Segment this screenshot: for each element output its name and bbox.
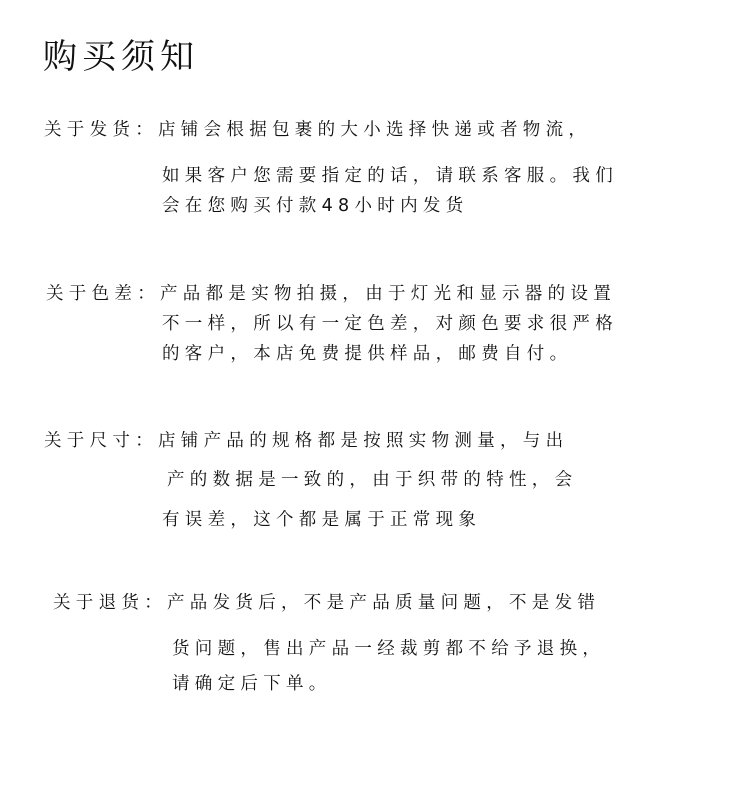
section-color-difference-text-line: 的客户，本店免费提供样品，邮费自付。 (162, 344, 573, 364)
section-shipping-text-line: 会在您购买付款48小时内发货 (162, 196, 469, 216)
section-returns-text-line: 请确定后下单。 (172, 674, 332, 694)
section-color-difference-first-line (46, 282, 616, 306)
section-shipping-text-line: 如果客户您需要指定的话，请联系客服。我们 (162, 166, 618, 186)
section-size-first-line (44, 429, 568, 453)
section-returns-first-line (53, 591, 600, 615)
section-color-difference-label: 关于色差： (46, 284, 160, 304)
section-shipping-text-line: 店铺会根据包裹的大小选择快递或者物流， (158, 120, 592, 140)
section-size-label: 关于尺寸： (44, 431, 158, 451)
section-shipping-first-line (44, 118, 591, 142)
section-returns-label: 关于退货： (53, 593, 167, 613)
section-size-text-line: 产的数据是一致的，由于织带的特性，会 (167, 470, 578, 490)
section-color-difference-text-line: 产品都是实物拍摄，由于灯光和显示器的设置 (160, 284, 616, 304)
section-returns-text-line: 产品发货后，不是产品质量问题，不是发错 (167, 593, 601, 613)
section-color-difference-text-line: 不一样，所以有一定色差，对颜色要求很严格 (162, 314, 618, 334)
section-shipping-label: 关于发货： (44, 120, 158, 140)
section-size-text-line: 店铺产品的规格都是按照实物测量，与出 (158, 431, 569, 451)
page-title: 购买须知 (43, 37, 199, 77)
section-returns-text-line: 货问题，售出产品一经裁剪都不给予退换， (172, 639, 606, 659)
section-size-text-line: 有误差，这个都是属于正常现象 (162, 510, 482, 530)
